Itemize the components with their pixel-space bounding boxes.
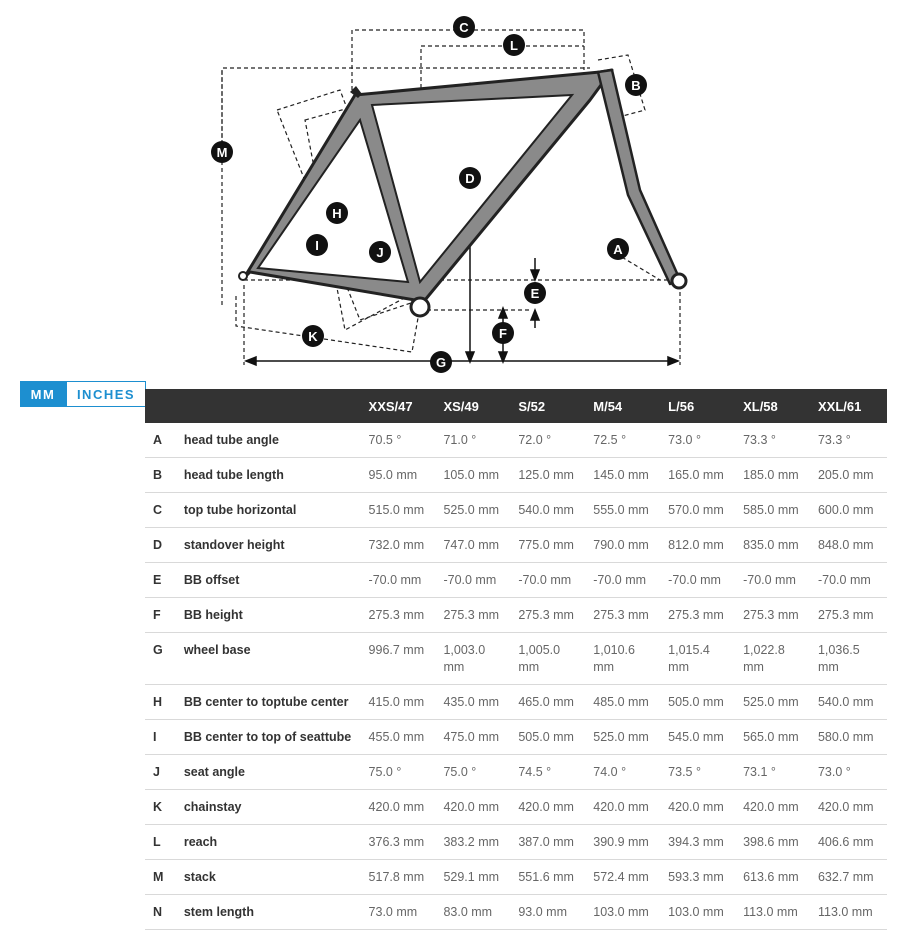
row-value: -70.0 mm — [363, 563, 438, 598]
svg-text:J: J — [376, 245, 384, 260]
row-value: 570.0 mm — [662, 493, 737, 528]
label-H — [326, 202, 348, 224]
row-value: 73.5 ° — [662, 755, 737, 790]
row-value: 420.0 mm — [737, 790, 812, 825]
row-value: 485.0 mm — [587, 685, 662, 720]
row-value: 75.0 ° — [363, 755, 438, 790]
row-value: 1,015.4 mm — [662, 633, 737, 685]
row-value: 572.4 mm — [587, 860, 662, 895]
label-A — [607, 238, 629, 260]
svg-text:D: D — [465, 171, 475, 186]
header-size: M/54 — [587, 389, 662, 423]
row-value: 75.0 ° — [437, 755, 512, 790]
row-value: 420.0 mm — [512, 790, 587, 825]
row-letter: A — [145, 423, 178, 458]
svg-text:C: C — [459, 20, 469, 35]
row-value: 790.0 mm — [587, 528, 662, 563]
table-row — [145, 860, 887, 895]
row-letter: E — [145, 563, 178, 598]
row-value: 732.0 mm — [363, 528, 438, 563]
row-value: 406.6 mm — [812, 825, 887, 860]
row-value: 420.0 mm — [587, 790, 662, 825]
row-letter: F — [145, 598, 178, 633]
header-name — [178, 389, 363, 423]
row-letter: J — [145, 755, 178, 790]
row-letter: C — [145, 493, 178, 528]
row-value: 565.0 mm — [737, 720, 812, 755]
table-row — [145, 563, 887, 598]
row-value: 383.2 mm — [437, 825, 512, 860]
row-value: 113.0 mm — [812, 895, 887, 930]
row-name: head tube length — [178, 458, 363, 493]
label-B — [625, 74, 647, 96]
row-value: 72.0 ° — [512, 423, 587, 458]
svg-text:E: E — [530, 286, 540, 301]
row-letter: L — [145, 825, 178, 860]
row-value: 540.0 mm — [512, 493, 587, 528]
row-value: 996.7 mm — [363, 633, 438, 685]
row-value: 593.3 mm — [662, 860, 737, 895]
table-row — [145, 633, 887, 685]
row-value: 415.0 mm — [363, 685, 438, 720]
row-value: 529.1 mm — [437, 860, 512, 895]
row-name: standover height — [178, 528, 363, 563]
row-name: stack — [178, 860, 363, 895]
row-value: 545.0 mm — [662, 720, 737, 755]
label-G — [430, 351, 452, 373]
row-letter: K — [145, 790, 178, 825]
label-M — [211, 141, 233, 163]
svg-text:G: G — [435, 355, 447, 370]
row-value: 73.3 ° — [812, 423, 887, 458]
label-F — [492, 322, 514, 344]
row-value: 113.0 mm — [737, 895, 812, 930]
row-value: -70.0 mm — [737, 563, 812, 598]
row-letter: H — [145, 685, 178, 720]
row-value: 812.0 mm — [662, 528, 737, 563]
row-name: stem length — [178, 895, 363, 930]
table-row — [145, 423, 887, 458]
mm-unit-button[interactable]: MM — [20, 381, 66, 407]
row-name: wheel base — [178, 633, 363, 685]
row-value: -70.0 mm — [437, 563, 512, 598]
row-value: 185.0 mm — [737, 458, 812, 493]
row-value: 145.0 mm — [587, 458, 662, 493]
row-value: 73.3 ° — [737, 423, 812, 458]
row-value: 95.0 mm — [363, 458, 438, 493]
row-value: -70.0 mm — [512, 563, 587, 598]
row-name: top tube horizontal — [178, 493, 363, 528]
row-value: 275.3 mm — [662, 598, 737, 633]
row-value: 105.0 mm — [437, 458, 512, 493]
row-value: 275.3 mm — [737, 598, 812, 633]
row-value: 517.8 mm — [363, 860, 438, 895]
header-letter — [145, 389, 178, 423]
row-value: 525.0 mm — [437, 493, 512, 528]
row-name: BB center to toptube center — [178, 685, 363, 720]
row-value: 398.6 mm — [737, 825, 812, 860]
svg-text:I: I — [315, 238, 319, 253]
row-value: 525.0 mm — [587, 720, 662, 755]
row-value: 632.7 mm — [812, 860, 887, 895]
row-name: reach — [178, 825, 363, 860]
row-value: 465.0 mm — [512, 685, 587, 720]
table-row — [145, 790, 887, 825]
row-value: 71.0 ° — [437, 423, 512, 458]
unit-toggle — [20, 381, 146, 407]
row-letter: B — [145, 458, 178, 493]
row-value: 275.3 mm — [437, 598, 512, 633]
header-size: XXL/61 — [812, 389, 887, 423]
row-value: 835.0 mm — [737, 528, 812, 563]
table-row — [145, 825, 887, 860]
row-value: 475.0 mm — [437, 720, 512, 755]
header-size: S/52 — [512, 389, 587, 423]
row-letter: M — [145, 860, 178, 895]
table-header-row — [145, 389, 887, 423]
row-value: 775.0 mm — [512, 528, 587, 563]
table-row — [145, 493, 887, 528]
row-value: 70.5 ° — [363, 423, 438, 458]
table-row — [145, 755, 887, 790]
row-value: 600.0 mm — [812, 493, 887, 528]
row-value: 205.0 mm — [812, 458, 887, 493]
row-value: 93.0 mm — [512, 895, 587, 930]
row-value: 848.0 mm — [812, 528, 887, 563]
table-row — [145, 598, 887, 633]
label-E — [524, 282, 546, 304]
bike-frame — [239, 70, 686, 316]
row-value: 540.0 mm — [812, 685, 887, 720]
geometry-table — [145, 389, 887, 930]
row-value: 103.0 mm — [662, 895, 737, 930]
svg-text:M: M — [216, 145, 228, 160]
svg-text:L: L — [510, 38, 518, 53]
row-value: 73.0 ° — [662, 423, 737, 458]
row-value: 580.0 mm — [812, 720, 887, 755]
row-letter: D — [145, 528, 178, 563]
row-value: 420.0 mm — [437, 790, 512, 825]
row-letter: G — [145, 633, 178, 685]
row-value: 73.1 ° — [737, 755, 812, 790]
row-value: 83.0 mm — [437, 895, 512, 930]
svg-text:F: F — [499, 326, 507, 341]
row-value: -70.0 mm — [587, 563, 662, 598]
label-J — [369, 241, 391, 263]
row-value: 74.0 ° — [587, 755, 662, 790]
row-value: 103.0 mm — [587, 895, 662, 930]
header-size: XS/49 — [437, 389, 512, 423]
svg-text:K: K — [308, 329, 318, 344]
row-value: 72.5 ° — [587, 423, 662, 458]
label-C — [453, 16, 475, 38]
header-size: XL/58 — [737, 389, 812, 423]
row-value: 455.0 mm — [363, 720, 438, 755]
row-value: 1,036.5 mm — [812, 633, 887, 685]
table-row — [145, 895, 887, 930]
row-value: 1,003.0 mm — [437, 633, 512, 685]
row-name: BB center to top of seattube — [178, 720, 363, 755]
frame-geometry-diagram — [0, 0, 904, 380]
row-value: 73.0 ° — [812, 755, 887, 790]
row-value: 394.3 mm — [662, 825, 737, 860]
row-value: 275.3 mm — [363, 598, 438, 633]
svg-text:B: B — [631, 78, 641, 93]
row-value: 585.0 mm — [737, 493, 812, 528]
row-value: 1,005.0 mm — [512, 633, 587, 685]
row-value: 275.3 mm — [587, 598, 662, 633]
row-name: chainstay — [178, 790, 363, 825]
header-size: L/56 — [662, 389, 737, 423]
row-value: 1,010.6 mm — [587, 633, 662, 685]
svg-text:H: H — [332, 206, 342, 221]
row-value: 613.6 mm — [737, 860, 812, 895]
row-value: 74.5 ° — [512, 755, 587, 790]
row-value: 275.3 mm — [512, 598, 587, 633]
row-value: 390.9 mm — [587, 825, 662, 860]
inches-unit-button[interactable]: INCHES — [66, 381, 146, 407]
row-value: 387.0 mm — [512, 825, 587, 860]
row-value: 420.0 mm — [363, 790, 438, 825]
row-value: 420.0 mm — [662, 790, 737, 825]
row-name: BB offset — [178, 563, 363, 598]
header-size: XXS/47 — [363, 389, 438, 423]
row-value: 376.3 mm — [363, 825, 438, 860]
row-value: 275.3 mm — [812, 598, 887, 633]
row-value: 525.0 mm — [737, 685, 812, 720]
table-row — [145, 685, 887, 720]
svg-text:A: A — [613, 242, 623, 257]
table-row — [145, 528, 887, 563]
table-row — [145, 458, 887, 493]
label-I — [306, 234, 328, 256]
row-name: head tube angle — [178, 423, 363, 458]
row-value: 420.0 mm — [812, 790, 887, 825]
row-value: 551.6 mm — [512, 860, 587, 895]
row-name: seat angle — [178, 755, 363, 790]
row-letter: I — [145, 720, 178, 755]
row-value: 435.0 mm — [437, 685, 512, 720]
row-letter: N — [145, 895, 178, 930]
row-value: 747.0 mm — [437, 528, 512, 563]
row-value: 73.0 mm — [363, 895, 438, 930]
row-value: 1,022.8 mm — [737, 633, 812, 685]
row-value: 555.0 mm — [587, 493, 662, 528]
row-name: BB height — [178, 598, 363, 633]
row-value: 505.0 mm — [512, 720, 587, 755]
row-value: 165.0 mm — [662, 458, 737, 493]
table-body — [145, 423, 887, 930]
row-value: 515.0 mm — [363, 493, 438, 528]
row-value: -70.0 mm — [812, 563, 887, 598]
table-row — [145, 720, 887, 755]
label-K — [302, 325, 324, 347]
row-value: 125.0 mm — [512, 458, 587, 493]
label-L — [503, 34, 525, 56]
label-D — [459, 167, 481, 189]
row-value: 505.0 mm — [662, 685, 737, 720]
row-value: -70.0 mm — [662, 563, 737, 598]
